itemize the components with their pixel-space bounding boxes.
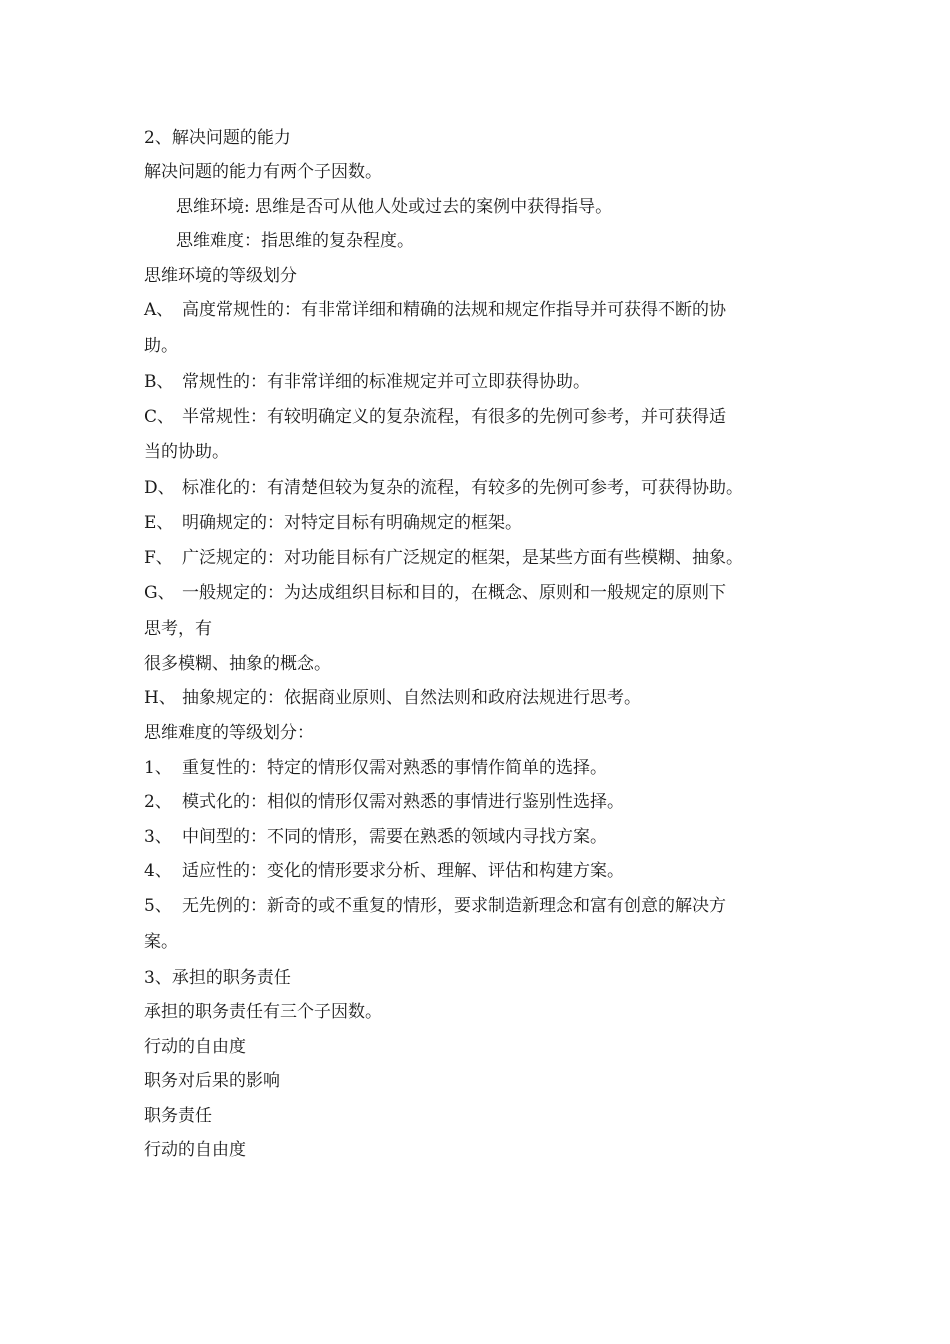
list-item-g-continued-2: 很多模糊、抽象的概念。 — [144, 654, 331, 674]
paragraph: 承担的职务责任有三个子因数。 — [144, 1002, 382, 1022]
subheading-freedom-of-action: 行动的自由度 — [144, 1140, 246, 1160]
list-item-b: B、 常规性的：有非常详细的标准规定并可立即获得协助。 — [144, 372, 590, 392]
list-item-5-continued: 案。 — [144, 932, 178, 952]
sub-factor-thinking-environment: 思维环境: 思维是否可从他人处或过去的案例中获得指导。 — [176, 197, 613, 217]
list-item-c-continued: 当的协助。 — [144, 442, 229, 462]
list-item-5: 5、 无先例的：新奇的或不重复的情形，要求制造新理念和富有创意的解决方 — [144, 896, 726, 916]
subheading-environment-levels: 思维环境的等级划分 — [144, 266, 297, 286]
list-item-f: F、 广泛规定的：对功能目标有广泛规定的框架，是某些方面有些模糊、抽象。 — [144, 548, 743, 568]
section-heading-responsibility: 3、承担的职务责任 — [144, 968, 291, 988]
list-item-4: 4、 适应性的：变化的情形要求分析、理解、评估和构建方案。 — [144, 861, 624, 881]
list-item-e: E、 明确规定的：对特定目标有明确规定的框架。 — [144, 513, 522, 533]
list-item-3: 3、 中间型的：不同的情形，需要在熟悉的领域内寻找方案。 — [144, 827, 607, 847]
sub-factor-impact-on-results: 职务对后果的影响 — [144, 1071, 280, 1091]
list-item-2: 2、 模式化的：相似的情形仅需对熟悉的事情进行鉴别性选择。 — [144, 792, 624, 812]
paragraph: 解决问题的能力有两个子因数。 — [144, 162, 382, 182]
list-item-1: 1、 重复性的：特定的情形仅需对熟悉的事情作简单的选择。 — [144, 758, 607, 778]
sub-factor-job-responsibility: 职务责任 — [144, 1106, 212, 1126]
section-heading-problem-solving: 2、解决问题的能力 — [144, 128, 291, 148]
list-item-h: H、 抽象规定的：依据商业原则、自然法则和政府法规进行思考。 — [144, 688, 641, 708]
sub-factor-freedom-of-action: 行动的自由度 — [144, 1037, 246, 1057]
list-item-d: D、 标准化的：有清楚但较为复杂的流程，有较多的先例可参考，可获得协助。 — [144, 478, 743, 498]
subheading-difficulty-levels: 思维难度的等级划分： — [144, 723, 314, 743]
list-item-g-continued: 思考，有 — [144, 619, 212, 639]
list-item-c: C、 半常规性：有较明确定义的复杂流程，有很多的先例可参考，并可获得适 — [144, 407, 726, 427]
sub-factor-thinking-difficulty: 思维难度：指思维的复杂程度。 — [176, 231, 414, 251]
list-item-a-continued: 助。 — [144, 336, 178, 356]
list-item-a: A、 高度常规性的：有非常详细和精确的法规和规定作指导并可获得不断的协 — [144, 300, 726, 320]
list-item-g: G、 一般规定的：为达成组织目标和目的，在概念、原则和一般规定的原则下 — [144, 583, 726, 603]
